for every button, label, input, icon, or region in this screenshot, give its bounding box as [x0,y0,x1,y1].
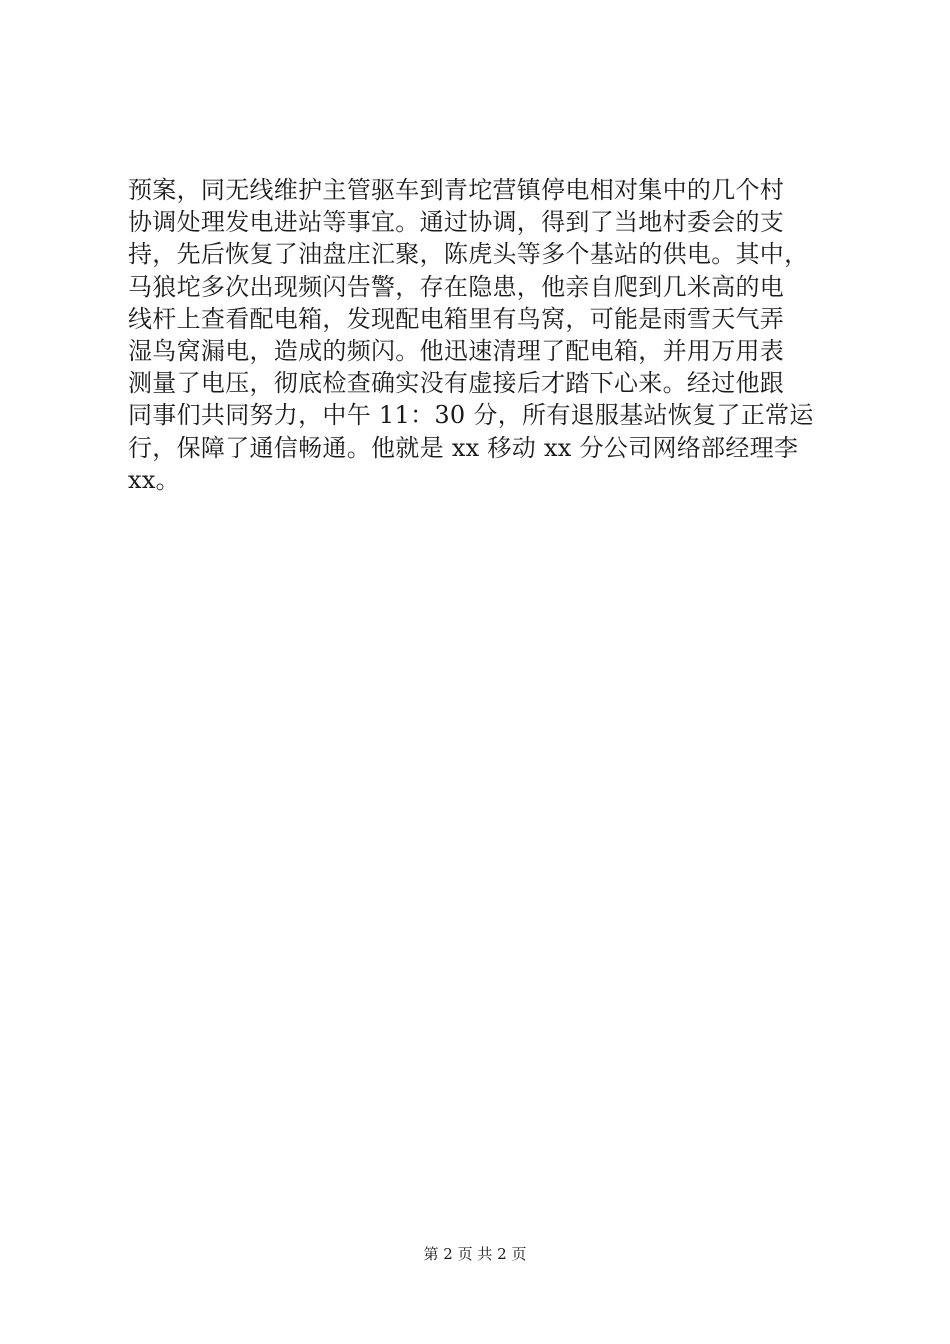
body-paragraph [128,174,838,496]
page-footer: 第 2 页 共 2 页 [423,1245,527,1263]
paragraph-line: 马狼坨多次出现频闪告警，存在隐患，他亲自爬到几米高的电 [128,272,785,301]
paragraph-line: 持，先后恢复了油盘庄汇聚，陈虎头等多个基站的供电。其中， [128,240,809,269]
paragraph-line: 同事们共同努力，中午 11：30 分，所有退服基站恢复了正常运 [128,401,814,430]
paragraph-line: xx。 [128,465,180,494]
paragraph-line: 行，保障了通信畅通。他就是 xx 移动 xx 分公司网络部经理李 [128,433,799,462]
paragraph-line: 湿鸟窝漏电，造成的频闪。他迅速清理了配电箱，并用万用表 [128,336,785,365]
paragraph-line: 测量了电压，彻底检查确实没有虚接后才踏下心来。经过他跟 [128,369,785,398]
paragraph-line: 预案，同无线维护主管驱车到青坨营镇停电相对集中的几个村 [128,176,785,204]
paragraph-line: 协调处理发电进站等事宜。通过协调，得到了当地村委会的支 [128,208,785,237]
paragraph-line: 线杆上查看配电箱，发现配电箱里有鸟窝，可能是雨雪天气弄 [128,304,785,333]
